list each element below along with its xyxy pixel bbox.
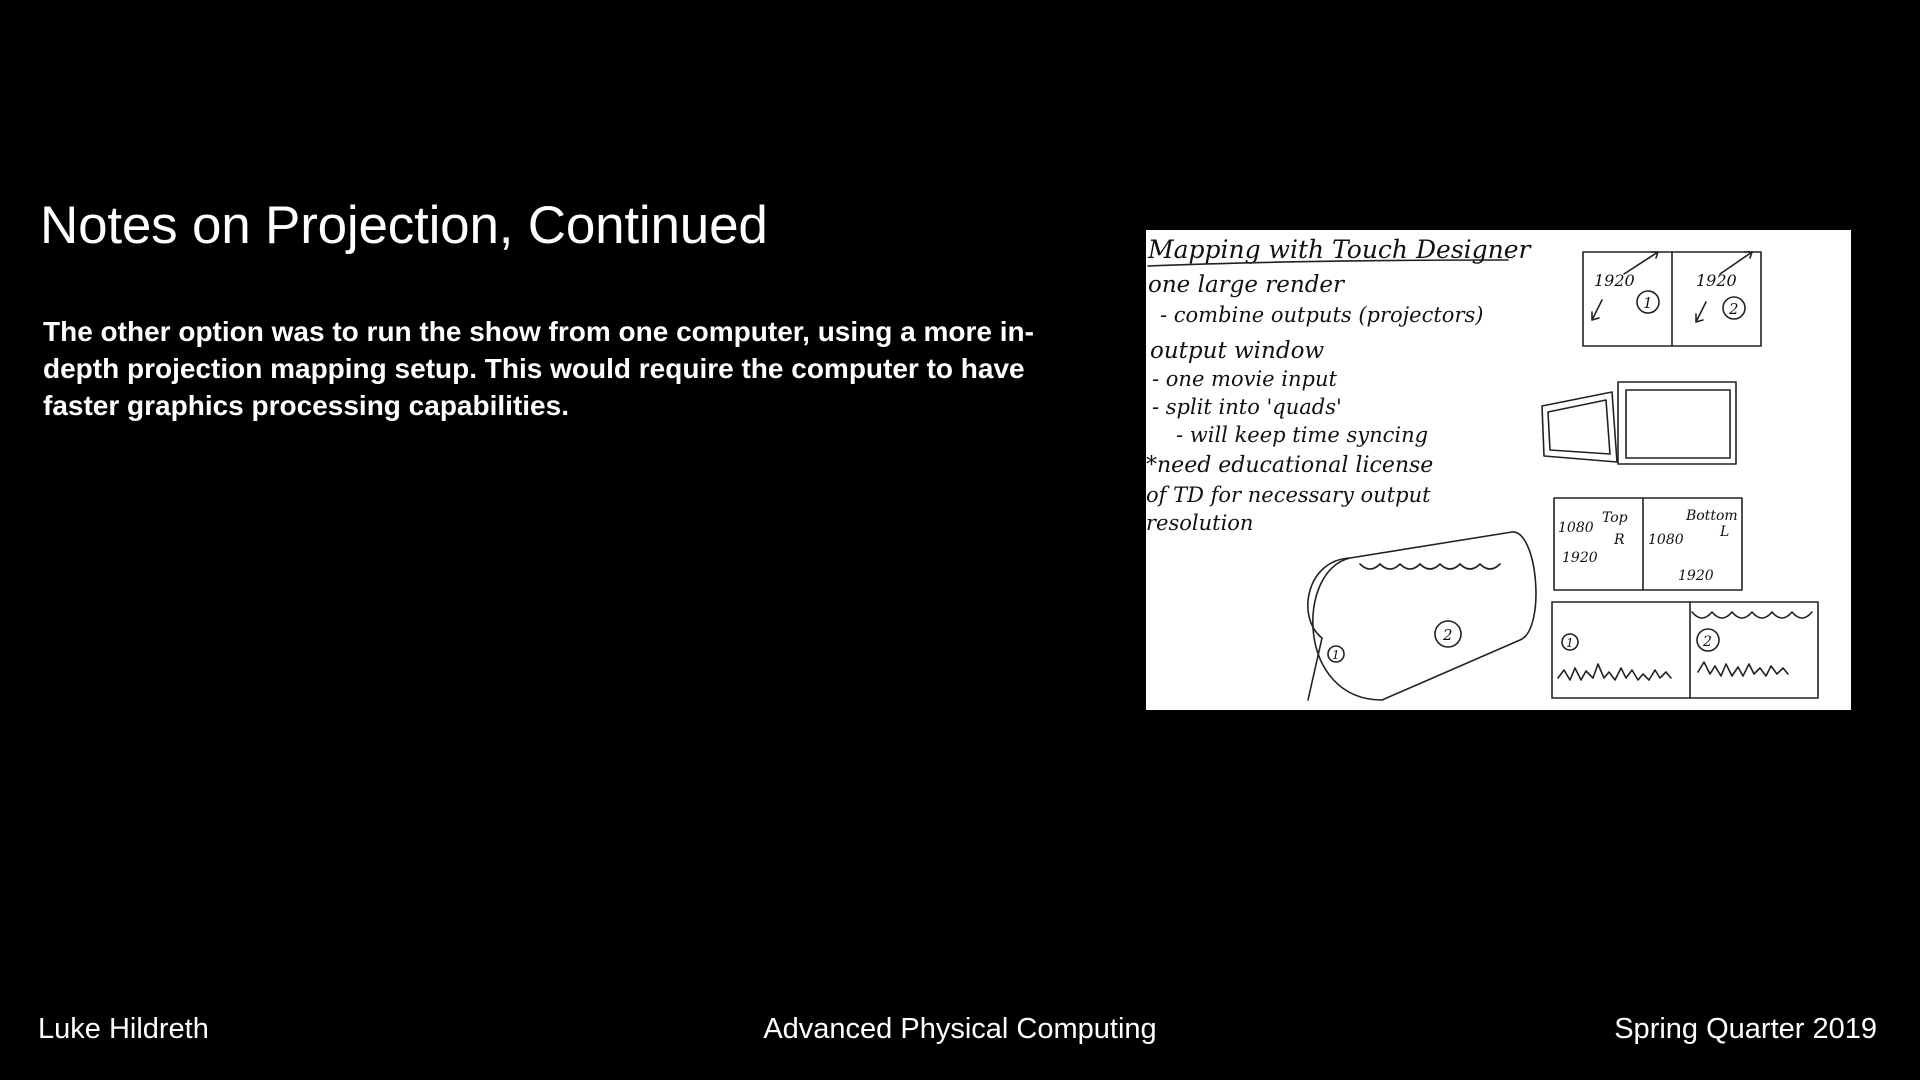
sketch-res-label: 1080 xyxy=(1558,520,1594,536)
sketch-drawing xyxy=(1146,230,1851,710)
footer-course: Advanced Physical Computing xyxy=(763,1013,1157,1045)
sketch-note: one large render xyxy=(1148,272,1345,298)
sketch-res-label: 1920 xyxy=(1562,550,1598,566)
sketch-box-label: 1920 xyxy=(1594,271,1635,290)
sketch-res-label: Bottom xyxy=(1686,508,1738,524)
sketch-note: - one movie input xyxy=(1152,367,1337,391)
sketch-res-label: R xyxy=(1614,532,1625,548)
sketch-box-label: 1920 xyxy=(1696,271,1737,290)
sketch-heading: Mapping with Touch Designer xyxy=(1148,235,1531,264)
sketch-res-label: L xyxy=(1720,524,1730,540)
sketch-two-screen-box xyxy=(1583,252,1761,346)
sketch-res-label: 1920 xyxy=(1678,568,1714,584)
sketch-note: resolution xyxy=(1146,511,1254,535)
arrow-icon xyxy=(1592,300,1602,320)
sketch-box-label: 1 xyxy=(1566,636,1574,650)
sketch-note: output window xyxy=(1150,338,1325,364)
arrow-icon xyxy=(1696,302,1706,322)
sketch-note: *need educational license xyxy=(1146,453,1434,478)
sketch-resolution-box xyxy=(1554,498,1742,590)
sketch-note: - combine outputs (projectors) xyxy=(1160,303,1484,327)
sketch-note: of TD for necessary output xyxy=(1146,483,1431,507)
sketch-cylinder-label: 2 xyxy=(1443,626,1453,644)
slide-body-text: The other option was to run the show from one computer, using a more in-depth projection mapping setup. This would require the computer to have faster graphics processing capabilities. xyxy=(43,316,1034,421)
footer-term: Spring Quarter 2019 xyxy=(1614,1013,1877,1045)
arrow-icon xyxy=(1624,252,1658,274)
sketch-res-label: Top xyxy=(1602,510,1628,526)
handwritten-sketch-image xyxy=(1146,230,1851,710)
sketch-box-label: 2 xyxy=(1729,300,1739,318)
sketch-note: - split into 'quads' xyxy=(1152,395,1342,419)
sketch-cylinder xyxy=(1308,532,1536,700)
sketch-box-label: 1 xyxy=(1643,294,1653,312)
sketch-perspective-box xyxy=(1542,382,1736,464)
sketch-cylinder-label: 1 xyxy=(1332,648,1340,662)
sketch-bottom-box xyxy=(1552,602,1818,698)
sketch-res-label: 1080 xyxy=(1648,532,1684,548)
sketch-box-label: 2 xyxy=(1703,634,1712,650)
slide-title: Notes on Projection, Continued xyxy=(40,196,768,255)
sketch-note: - will keep time syncing xyxy=(1176,423,1429,447)
footer-author: Luke Hildreth xyxy=(38,1013,209,1045)
